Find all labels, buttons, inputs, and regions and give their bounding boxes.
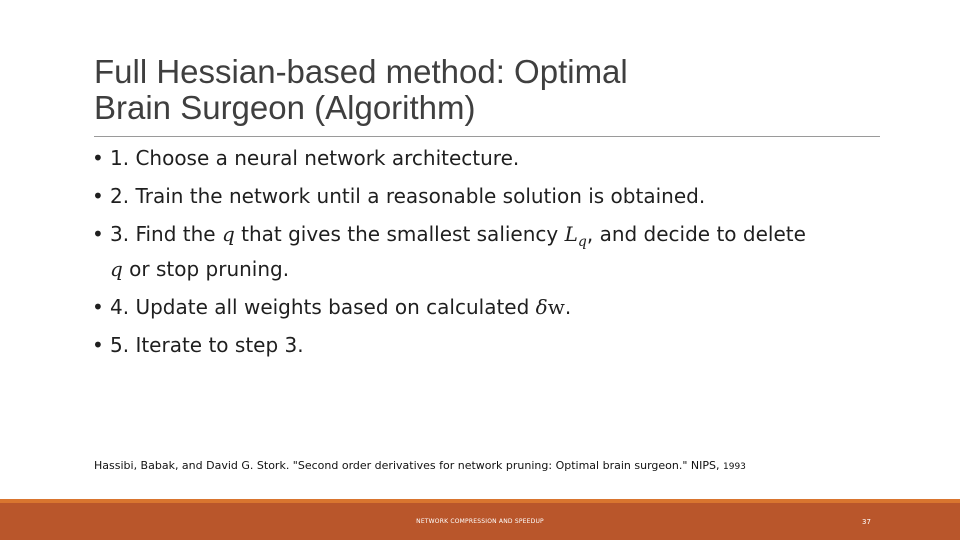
- math-q-2: q: [110, 257, 123, 281]
- bullet-marker: •: [92, 295, 104, 319]
- citation: [94, 459, 894, 472]
- math-q: q: [221, 222, 235, 246]
- bullet-text-end: or stop pruning.: [122, 257, 290, 281]
- math-subscript-q: q: [577, 234, 587, 250]
- bullet-text-start: 3. Find the: [110, 222, 222, 246]
- slide-title: [94, 54, 874, 126]
- bullet-text-end: .: [564, 295, 572, 319]
- footer-label: NETWORK COMPRESSION AND SPEEDUP: [416, 518, 544, 525]
- slide-title-line-2: Brain Surgeon (Algorithm): [94, 89, 476, 126]
- title-divider: [94, 136, 880, 137]
- bullet-item-3: [92, 221, 872, 283]
- bullet-marker: •: [92, 222, 104, 246]
- bullet-text: 2. Train the network until a reasonable solution is obtained.: [110, 184, 706, 208]
- bullet-item-2: [92, 183, 872, 210]
- page-number: 37: [862, 518, 871, 526]
- bullet-list: [92, 145, 872, 370]
- bullet-text-post: , and decide to delete: [586, 222, 806, 246]
- bullet-text: 5. Iterate to step 3.: [110, 333, 304, 357]
- bullet-marker: •: [92, 333, 104, 357]
- bullet-item-5: [92, 332, 872, 359]
- bullet-text: 1. Choose a neural network architecture.: [110, 146, 520, 170]
- math-L: L: [564, 222, 578, 246]
- bullet-marker: •: [92, 146, 104, 170]
- math-w: w: [547, 295, 565, 319]
- citation-year: 1993: [723, 462, 746, 472]
- slide-title-line-1: Full Hessian-based method: Optimal: [94, 53, 628, 90]
- bullet-item-4: [92, 294, 872, 321]
- bullet-item-1: [92, 145, 872, 172]
- math-delta: δ: [535, 295, 548, 319]
- citation-text: Hassibi, Babak, and David G. Stork. "Second order derivatives for network pruning: Optimal brain surgeon." NIPS,: [94, 459, 720, 472]
- bullet-text-start: 4. Update all weights based on calculated: [110, 295, 536, 319]
- bullet-marker: •: [92, 184, 104, 208]
- bullet-text-mid: that gives the smallest saliency: [234, 222, 565, 246]
